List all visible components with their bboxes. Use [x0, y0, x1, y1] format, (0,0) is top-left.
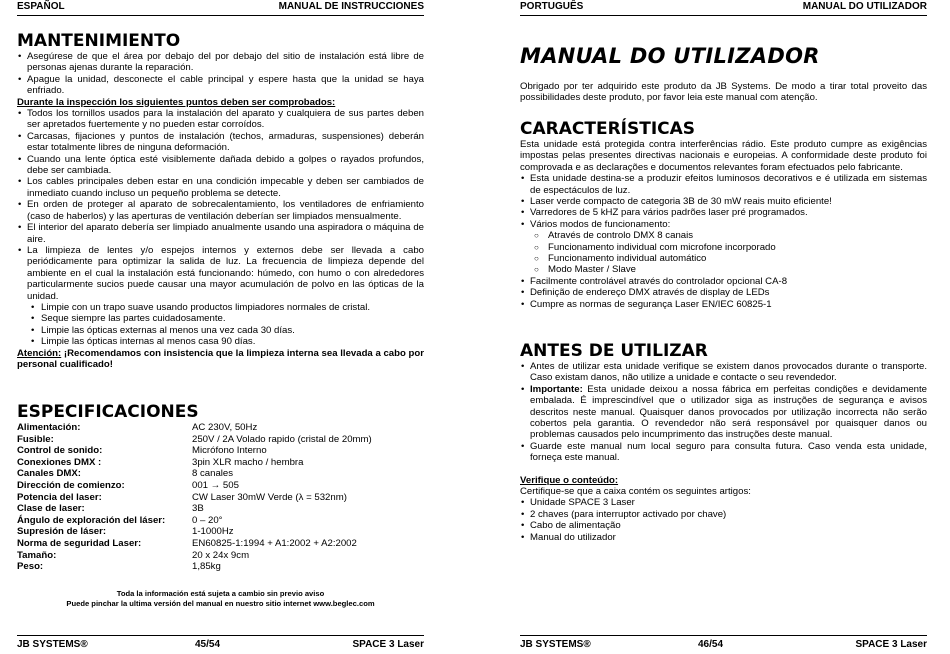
spec-label: Clase de laser:: [17, 503, 85, 515]
operating-modes-list: [520, 230, 927, 276]
spec-label: Potencia del laser:: [17, 491, 102, 503]
list-item: • Limpie con un trapo suave usando productos limpiadores normales de cristal.: [17, 302, 424, 313]
contents-title: Verifique o conteúdo:: [520, 474, 619, 486]
maintenance-section: [17, 31, 424, 370]
header-language: PORTUGUÊS: [520, 1, 584, 12]
spec-label: Fusible:: [17, 433, 54, 445]
list-item: [520, 384, 927, 441]
intro-text: Obrigado por ter adquirido este produto da JB Systems. De modo a tirar total proveito das possibilidades deste produto, por favor leia este manual com atenção.: [520, 81, 927, 104]
list-item: • Cabo de alimentação: [520, 520, 927, 531]
specifications-table: [17, 422, 372, 573]
spec-value: 20 x 24x 9cm: [192, 549, 250, 561]
manual-main-title: MANUAL DO UTILIZADOR: [520, 44, 820, 68]
table-row: [17, 561, 372, 573]
spec-value: 001 → 505: [192, 479, 239, 491]
list-item: ○ Funcionamento individual automático: [520, 253, 927, 264]
list-item: • Limpie las ópticas externas al menos una vez cada 30 días.: [17, 325, 424, 336]
list-item: • Laser verde compacto de categoria 3B de 30 mW reais muito eficiente!: [520, 196, 927, 207]
spec-value: 1-1000Hz: [192, 526, 234, 538]
list-item: • Seque siempre las partes cuidadosamente.: [17, 313, 424, 324]
list-item: • Cuando una lente óptica esté visiblemente dañada debido a golpes o rayados profundos, debe ser cambiada.: [17, 154, 424, 177]
right-page: [520, 0, 927, 654]
list-item: • La limpieza de lentes y/o espejos internos y externos debe ser llevada a cabo periódicamente para optimizar la salida de luz. La frecuencia de limpieza depende del ambiente en el cual la instalación está funcionando: húmedo, con humo o con alrededores particularmente sucios puede causar una mayor acumulación de polvo en las ópticas de la unidad.: [17, 245, 424, 302]
table-row: [17, 422, 372, 434]
specifications-section: [17, 402, 424, 609]
table-row: [17, 457, 372, 469]
before-use-bullets: [520, 361, 927, 464]
list-item: • Todos los tornillos usados para la instalación del aparato y cualquiera de sus partes deben ser apretados fuertemente y no pueden estar corroídos.: [17, 108, 424, 131]
list-item: • Guarde este manual num local seguro para consulta futura. Caso venda esta unidade, forneça este manual.: [520, 441, 927, 464]
list-item: ○ Funcionamento individual com microfone incorporado: [520, 242, 927, 253]
specifications-title: ESPECIFICACIONES: [17, 402, 199, 422]
contents-intro: Certifique-se que a caixa contém os seguintes artigos:: [520, 486, 751, 498]
features-bullets-2: [520, 276, 927, 310]
spec-label: Canales DMX:: [17, 468, 81, 480]
spec-label: Control de sonido:: [17, 445, 103, 457]
spec-label: Alimentación:: [17, 422, 81, 433]
maintenance-title: MANTENIMIENTO: [17, 31, 181, 51]
list-item: ○ Modo Master / Slave: [520, 264, 927, 275]
header-language: ESPAÑOL: [17, 1, 65, 12]
left-page: [17, 0, 424, 654]
list-item: • Esta unidade destina-se a produzir efeitos luminosos decorativos e é utilizada em sistemas de espectáculos de luz.: [520, 173, 927, 196]
header-title: MANUAL DE INSTRUCCIONES: [278, 1, 424, 12]
spec-value: CW Laser 30mW Verde (λ = 532nm): [192, 491, 347, 503]
footer-product: SPACE 3 Laser: [855, 639, 927, 650]
intro-section: [520, 43, 927, 104]
disclaimer-note: Toda la información está sujeta a cambio sin previo aviso: [116, 588, 325, 598]
maintenance-bullets: [17, 51, 424, 97]
list-item: • Cumpre as normas de segurança Laser EN/IEC 60825-1: [520, 299, 927, 310]
features-bullets: [520, 173, 927, 230]
spec-label: Tamaño:: [17, 549, 57, 561]
list-item: • Carcasas, fijaciones y puntos de instalación (techos, armaduras, suspensiones) deberán estar totalmente libres de ninguna deformación.: [17, 131, 424, 154]
spec-value: Micrófono Interno: [192, 445, 267, 457]
spec-label: Peso:: [17, 561, 44, 573]
table-row: [17, 550, 372, 562]
features-intro: Esta unidade está protegida contra interferências rádio. Este produto cumpre as exigências impostas pelas presentes directivas nacionais e europeias. A conformidade deste produto foi comprovada e as declarações e documentos relevantes foram efectuados pelo fabricante.: [520, 139, 927, 173]
spec-label: Dirección de comienzo:: [17, 479, 125, 491]
inspection-title: Durante la inspección los siguientes puntos deben ser comprobados:: [17, 96, 336, 108]
header-title: MANUAL DO UTILIZADOR: [802, 1, 927, 12]
spec-label: Norma de seguridad Laser:: [17, 537, 142, 549]
table-row: [17, 468, 372, 480]
list-item: • Limpie las ópticas internas al menos casa 90 días.: [17, 336, 424, 347]
spec-value: AC 230V, 50Hz: [192, 422, 258, 433]
list-item: • El interior del aparato debería ser limpiado anualmente usando una aspiradora o máquina de aire.: [17, 222, 424, 245]
footer-brand: JB SYSTEMS®: [17, 639, 88, 650]
table-row: [17, 434, 372, 446]
spec-label: Supresión de láser:: [17, 526, 107, 538]
table-row: [17, 515, 372, 527]
features-title: CARACTERÍSTICAS: [520, 119, 696, 139]
spec-value: 0 – 20°: [192, 514, 223, 526]
features-section: [520, 119, 927, 310]
list-item: • Asegúrese de que el área por debajo del por debajo del sitio de instalación está libre de personas ajenas durante la reparación.: [17, 51, 424, 74]
footer-page-number: 46/54: [698, 639, 724, 650]
list-item: • 2 chaves (para interruptor activado por chave): [520, 509, 927, 520]
spec-value: 8 canales: [192, 468, 234, 480]
attention-note: [17, 348, 424, 371]
list-item: • Manual do utilizador: [520, 532, 927, 543]
table-row: [17, 492, 372, 504]
list-item: • Los cables principales deben estar en una condición impecable y deben ser cambiados de inmediato cuando incluso un pequeño problema se detecte.: [17, 176, 424, 199]
list-item: • Apague la unidad, desconecte el cable principal y espere hasta que la unidad se haya enfriado.: [17, 74, 424, 97]
page-header: [520, 1, 927, 16]
list-item: ○ Através de controlo DMX 8 canais: [520, 230, 927, 241]
page-footer: [17, 635, 424, 650]
spec-value: 1,85kg: [192, 561, 221, 573]
spec-value: 3pin XLR macho / hembra: [192, 456, 304, 468]
important-text: Esta unidade deixou a nossa fábrica em perfeitas condições e devidamente embalada. É imprescindível que o utilizador siga as instruções de segurança e avisos descritos neste manual. Quaisquer danos provocados por utilização incorrecta não serão cobertos pela garantia. O revendedor não será responsável por quaisquer danos ou problemas causados pelo incumprimento das instruções deste manual.: [530, 383, 927, 441]
table-row: [17, 526, 372, 538]
footer-page-number: 45/54: [195, 639, 221, 650]
table-row: [17, 480, 372, 492]
inspection-bullets: [17, 108, 424, 302]
list-item: • Antes de utilizar esta unidade verifique se existem danos provocados durante o transporte. Caso existam danos, não utilize a unidade e contacte o seu revendedor.: [520, 361, 927, 384]
list-item: • Varredores de 5 kHZ para vários padrões laser pré programados.: [520, 207, 927, 218]
footer-product: SPACE 3 Laser: [352, 639, 424, 650]
table-row: [17, 538, 372, 550]
list-item: • En orden de proteger al aparato de sobrecalentamiento, los ventiladores de enfriamiento (caso de haberlos) y las aperturas de ventilación deberían ser limpiados mensualmente.: [17, 199, 424, 222]
list-item: • Definição de endereço DMX através de display de LEDs: [520, 287, 927, 298]
list-item: • Vários modos de funcionamento:: [520, 219, 927, 230]
important-label: Importante:: [530, 383, 583, 395]
page-header: [17, 1, 424, 16]
spec-value: 250V / 2A Volado rapido (cristal de 20mm): [192, 433, 372, 445]
spec-label: Ángulo de exploración del láser:: [17, 514, 166, 526]
cleaning-sub-bullets: [17, 302, 424, 348]
page-footer: [520, 635, 927, 650]
list-item: • Facilmente controlável através do controlador opcional CA-8: [520, 276, 927, 287]
spec-value: 3B: [192, 503, 204, 515]
website-note: Puede pinchar la ultima versión del manual en nuestro sitio internet www.beglec.com: [66, 598, 375, 608]
list-item: • Unidade SPACE 3 Laser: [520, 497, 927, 508]
attention-text: ¡Recomendamos con insistencia que la limpieza interna sea llevada a cabo por personal cualificado!: [17, 347, 424, 370]
spec-value: EN60825-1:1994 + A1:2002 + A2:2002: [192, 537, 357, 549]
before-use-section: [520, 341, 927, 543]
before-use-title: ANTES DE UTILIZAR: [520, 341, 708, 361]
table-row: [17, 445, 372, 457]
table-row: [17, 503, 372, 515]
box-contents-list: [520, 497, 927, 543]
footer-brand: JB SYSTEMS®: [520, 639, 591, 650]
attention-label: Atención:: [17, 347, 62, 359]
spec-label: Conexiones DMX :: [17, 456, 102, 468]
